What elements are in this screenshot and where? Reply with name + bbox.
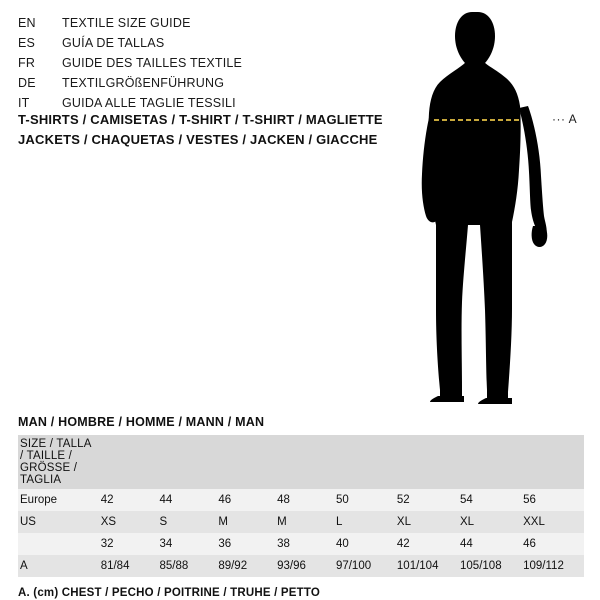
table-cell: 44 (458, 533, 521, 555)
table-header-label: SIZE / TALLA / TAILLE / GRÖSSE / TAGLIA (18, 435, 99, 489)
table-header-cell (334, 435, 395, 489)
table-cell: M (275, 511, 334, 533)
category-tshirts: T-SHIRTS / CAMISETAS / T-SHIRT / T-SHIRT / MAGLIETTE (18, 112, 383, 127)
garment-categories (18, 110, 383, 150)
table-title: MAN / HOMBRE / HOMME / MANN / MAN (18, 415, 265, 429)
table-cell: 36 (216, 533, 275, 555)
row-label: US (18, 511, 99, 533)
table-header-cell (275, 435, 334, 489)
row-label (18, 533, 99, 555)
legend-row (18, 76, 368, 96)
table-cell: 32 (99, 533, 158, 555)
table-row (18, 489, 584, 511)
table-cell: 44 (158, 489, 217, 511)
table-cell: L (334, 511, 395, 533)
table-cell: 89/92 (216, 555, 275, 577)
legend-language-text: TEXTILGRÖßENFÜHRUNG (62, 76, 225, 90)
table-row (18, 511, 584, 533)
legend-language-text: GUÍA DE TALLAS (62, 36, 165, 50)
legend-language-text: TEXTILE SIZE GUIDE (62, 16, 191, 30)
table-row (18, 555, 584, 577)
table-header-row (18, 435, 584, 489)
table-cell: 42 (395, 533, 458, 555)
table-header-cell (99, 435, 158, 489)
measure-label-a: ··· A (552, 112, 578, 126)
legend-language-code: FR (18, 56, 36, 70)
legend-language-text: GUIDE DES TAILLES TEXTILE (62, 56, 243, 70)
table-cell: 54 (458, 489, 521, 511)
table-cell: 81/84 (99, 555, 158, 577)
table-cell: 93/96 (275, 555, 334, 577)
table-header-cell (521, 435, 584, 489)
table-cell: 85/88 (158, 555, 217, 577)
legend-row (18, 36, 368, 56)
row-label: A (18, 555, 99, 577)
language-legend (18, 16, 368, 116)
table-cell: 46 (521, 533, 584, 555)
size-table-section (18, 415, 584, 599)
table-header-cell (395, 435, 458, 489)
table-cell: M (216, 511, 275, 533)
table-cell: 52 (395, 489, 458, 511)
table-cell: 40 (334, 533, 395, 555)
table-cell: 56 (521, 489, 584, 511)
table-cell: 101/104 (395, 555, 458, 577)
legend-row (18, 56, 368, 76)
table-cell: S (158, 511, 217, 533)
table-cell: 109/112 (521, 555, 584, 577)
table-footnote: A. (cm) CHEST / PECHO / POITRINE / TRUHE / PETTO (18, 587, 321, 599)
category-jackets: JACKETS / CHAQUETAS / VESTES / JACKEN / GIACCHE (18, 132, 378, 147)
table-header-cell (216, 435, 275, 489)
legend-language-code: EN (18, 16, 36, 30)
table-cell: 48 (275, 489, 334, 511)
table-cell: XL (395, 511, 458, 533)
legend-language-code: DE (18, 76, 36, 90)
table-cell: XXL (521, 511, 584, 533)
legend-language-code: ES (18, 36, 36, 50)
table-cell: 38 (275, 533, 334, 555)
row-label: Europe (18, 489, 99, 511)
table-header-cell (158, 435, 217, 489)
legend-row (18, 16, 368, 36)
table-cell: XS (99, 511, 158, 533)
table-header-cell (458, 435, 521, 489)
silhouette-svg (400, 10, 590, 405)
size-table (18, 435, 584, 577)
legend-language-text: GUIDA ALLE TAGLIE TESSILI (62, 96, 236, 110)
table-row (18, 533, 584, 555)
table-cell: 97/100 (334, 555, 395, 577)
table-cell: 50 (334, 489, 395, 511)
table-cell: 105/108 (458, 555, 521, 577)
table-cell: 46 (216, 489, 275, 511)
body-silhouette (400, 10, 590, 405)
table-cell: 42 (99, 489, 158, 511)
table-cell: XL (458, 511, 521, 533)
table-cell: 34 (158, 533, 217, 555)
legend-language-code: IT (18, 96, 30, 110)
